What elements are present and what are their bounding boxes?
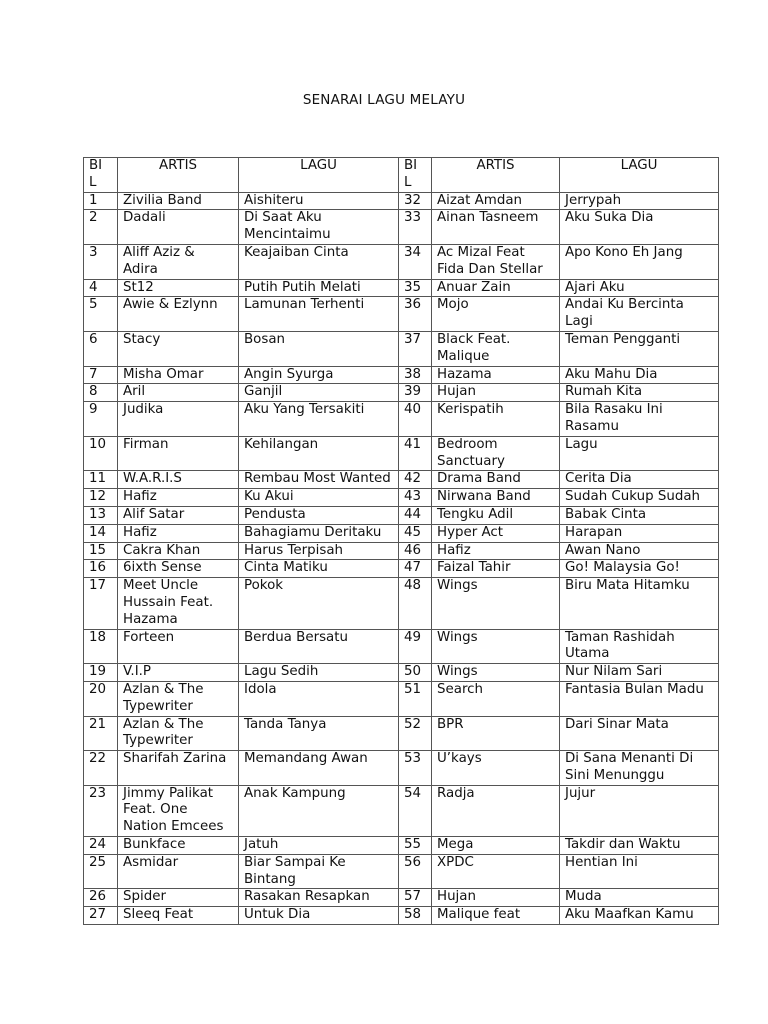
lagu-cell: Taman Rashidah Utama xyxy=(560,629,719,664)
artis-cell: Cakra Khan xyxy=(118,542,239,560)
lagu-cell: Di Sana Menanti Di Sini Menunggu xyxy=(560,751,719,786)
bil-cell: 47 xyxy=(399,560,432,578)
header-artis: ARTIS xyxy=(118,158,239,193)
artis-cell: Ac Mizal Feat Fida Dan Stellar xyxy=(432,244,560,279)
bil-cell: 11 xyxy=(84,471,118,489)
lagu-cell: Apo Kono Eh Jang xyxy=(560,244,719,279)
header-artis: ARTIS xyxy=(432,158,560,193)
lagu-cell: Memandang Awan xyxy=(239,751,399,786)
lagu-cell: Aku Mahu Dia xyxy=(560,366,719,384)
lagu-cell: Jerrypah xyxy=(560,192,719,210)
table-row xyxy=(84,210,719,245)
bil-cell: 54 xyxy=(399,785,432,836)
bil-cell: 33 xyxy=(399,210,432,245)
artis-cell: Faizal Tahir xyxy=(432,560,560,578)
bil-cell: 58 xyxy=(399,907,432,925)
table-row xyxy=(84,279,719,297)
artis-cell: Hafiz xyxy=(432,542,560,560)
lagu-cell: Rumah Kita xyxy=(560,384,719,402)
artis-cell: Radja xyxy=(432,785,560,836)
artis-cell: Stacy xyxy=(118,331,239,366)
lagu-cell: Jatuh xyxy=(239,837,399,855)
lagu-cell: Anak Kampung xyxy=(239,785,399,836)
bil-cell: 45 xyxy=(399,524,432,542)
lagu-cell: Idola xyxy=(239,681,399,716)
lagu-cell: Teman Pengganti xyxy=(560,331,719,366)
lagu-cell: Angin Syurga xyxy=(239,366,399,384)
bil-cell: 15 xyxy=(84,542,118,560)
bil-cell: 5 xyxy=(84,297,118,332)
table-row xyxy=(84,542,719,560)
lagu-cell: Pokok xyxy=(239,578,399,629)
artis-cell: St12 xyxy=(118,279,239,297)
bil-cell: 35 xyxy=(399,279,432,297)
lagu-cell: Aishiteru xyxy=(239,192,399,210)
bil-cell: 42 xyxy=(399,471,432,489)
bil-cell: 23 xyxy=(84,785,118,836)
artis-cell: Awie & Ezlynn xyxy=(118,297,239,332)
document-title: SENARAI LAGU MELAYU xyxy=(302,92,466,108)
bil-cell: 53 xyxy=(399,751,432,786)
artis-cell: Wings xyxy=(432,629,560,664)
lagu-cell: Biar Sampai Ke Bintang xyxy=(239,854,399,889)
bil-cell: 25 xyxy=(84,854,118,889)
table-header-row xyxy=(84,158,719,193)
artis-cell: Drama Band xyxy=(432,471,560,489)
lagu-cell: Keajaiban Cinta xyxy=(239,244,399,279)
bil-cell: 8 xyxy=(84,384,118,402)
lagu-cell: Lagu Sedih xyxy=(239,664,399,682)
lagu-cell: Takdir dan Waktu xyxy=(560,837,719,855)
artis-cell: Aliff Aziz & Adira xyxy=(118,244,239,279)
lagu-cell: Lagu xyxy=(560,436,719,471)
table-row xyxy=(84,560,719,578)
artis-cell: Sleeq Feat xyxy=(118,907,239,925)
header-bil: BI L xyxy=(399,158,432,193)
table-row xyxy=(84,785,719,836)
bil-cell: 9 xyxy=(84,402,118,437)
bil-cell: 40 xyxy=(399,402,432,437)
table-row xyxy=(84,297,719,332)
artis-cell: Ainan Tasneem xyxy=(432,210,560,245)
lagu-cell: Pendusta xyxy=(239,506,399,524)
artis-cell: Anuar Zain xyxy=(432,279,560,297)
header-lagu: LAGU xyxy=(239,158,399,193)
bil-cell: 18 xyxy=(84,629,118,664)
bil-cell: 36 xyxy=(399,297,432,332)
song-list-table xyxy=(83,157,719,925)
bil-cell: 20 xyxy=(84,681,118,716)
lagu-cell: Dari Sinar Mata xyxy=(560,716,719,751)
artis-cell: U’kays xyxy=(432,751,560,786)
bil-cell: 26 xyxy=(84,889,118,907)
artis-cell: Bunkface xyxy=(118,837,239,855)
artis-cell: Forteen xyxy=(118,629,239,664)
lagu-cell: Rasakan Resapkan xyxy=(239,889,399,907)
lagu-cell: Sudah Cukup Sudah xyxy=(560,489,719,507)
artis-cell: Kerispatih xyxy=(432,402,560,437)
artis-cell: V.I.P xyxy=(118,664,239,682)
table-row xyxy=(84,664,719,682)
bil-cell: 17 xyxy=(84,578,118,629)
lagu-cell: Nur Nilam Sari xyxy=(560,664,719,682)
artis-cell: Aril xyxy=(118,384,239,402)
bil-cell: 49 xyxy=(399,629,432,664)
lagu-cell: Putih Putih Melati xyxy=(239,279,399,297)
lagu-cell: Ajari Aku xyxy=(560,279,719,297)
artis-cell: Wings xyxy=(432,578,560,629)
artis-cell: XPDC xyxy=(432,854,560,889)
artis-cell: Tengku Adil xyxy=(432,506,560,524)
lagu-cell: Bosan xyxy=(239,331,399,366)
artis-cell: Jimmy Palikat Feat. One Nation Emcees xyxy=(118,785,239,836)
artis-cell: Mega xyxy=(432,837,560,855)
lagu-cell: Lamunan Terhenti xyxy=(239,297,399,332)
lagu-cell: Biru Mata Hitamku xyxy=(560,578,719,629)
table-row xyxy=(84,889,719,907)
bil-cell: 52 xyxy=(399,716,432,751)
artis-cell: Hafiz xyxy=(118,524,239,542)
bil-cell: 55 xyxy=(399,837,432,855)
artis-cell: Aizat Amdan xyxy=(432,192,560,210)
lagu-cell: Kehilangan xyxy=(239,436,399,471)
bil-cell: 21 xyxy=(84,716,118,751)
lagu-cell: Ganjil xyxy=(239,384,399,402)
table-row xyxy=(84,366,719,384)
table-row xyxy=(84,471,719,489)
artis-cell: Dadali xyxy=(118,210,239,245)
bil-cell: 6 xyxy=(84,331,118,366)
artis-cell: Asmidar xyxy=(118,854,239,889)
table-row xyxy=(84,854,719,889)
table-row xyxy=(84,402,719,437)
artis-cell: Hyper Act xyxy=(432,524,560,542)
lagu-cell: Tanda Tanya xyxy=(239,716,399,751)
table-row xyxy=(84,192,719,210)
bil-cell: 4 xyxy=(84,279,118,297)
bil-cell: 13 xyxy=(84,506,118,524)
lagu-cell: Berdua Bersatu xyxy=(239,629,399,664)
table-row xyxy=(84,524,719,542)
bil-cell: 32 xyxy=(399,192,432,210)
lagu-cell: Awan Nano xyxy=(560,542,719,560)
lagu-cell: Harapan xyxy=(560,524,719,542)
table-row xyxy=(84,837,719,855)
artis-cell: Sharifah Zarina xyxy=(118,751,239,786)
artis-cell: Alif Satar xyxy=(118,506,239,524)
artis-cell: Nirwana Band xyxy=(432,489,560,507)
artis-cell: Firman xyxy=(118,436,239,471)
bil-cell: 39 xyxy=(399,384,432,402)
table-row xyxy=(84,716,719,751)
lagu-cell: Bahagiamu Deritaku xyxy=(239,524,399,542)
lagu-cell: Jujur xyxy=(560,785,719,836)
bil-cell: 38 xyxy=(399,366,432,384)
artis-cell: Judika xyxy=(118,402,239,437)
lagu-cell: Untuk Dia xyxy=(239,907,399,925)
table-row xyxy=(84,436,719,471)
bil-cell: 27 xyxy=(84,907,118,925)
table-body xyxy=(84,192,719,924)
artis-cell: Bedroom Sanctuary xyxy=(432,436,560,471)
table-row xyxy=(84,578,719,629)
table-row xyxy=(84,751,719,786)
artis-cell: 6ixth Sense xyxy=(118,560,239,578)
header-bil: BI L xyxy=(84,158,118,193)
bil-cell: 16 xyxy=(84,560,118,578)
artis-cell: Azlan & The Typewriter xyxy=(118,681,239,716)
table-row xyxy=(84,629,719,664)
bil-cell: 19 xyxy=(84,664,118,682)
lagu-cell: Hentian Ini xyxy=(560,854,719,889)
bil-cell: 1 xyxy=(84,192,118,210)
bil-cell: 10 xyxy=(84,436,118,471)
bil-cell: 22 xyxy=(84,751,118,786)
bil-cell: 3 xyxy=(84,244,118,279)
bil-cell: 43 xyxy=(399,489,432,507)
table-row xyxy=(84,331,719,366)
table-row xyxy=(84,681,719,716)
artis-cell: Hujan xyxy=(432,384,560,402)
artis-cell: Meet Uncle Hussain Feat. Hazama xyxy=(118,578,239,629)
lagu-cell: Harus Terpisah xyxy=(239,542,399,560)
artis-cell: Search xyxy=(432,681,560,716)
lagu-cell: Aku Maafkan Kamu xyxy=(560,907,719,925)
artis-cell: W.A.R.I.S xyxy=(118,471,239,489)
artis-cell: Azlan & The Typewriter xyxy=(118,716,239,751)
bil-cell: 51 xyxy=(399,681,432,716)
artis-cell: Black Feat. Malique xyxy=(432,331,560,366)
artis-cell: Zivilia Band xyxy=(118,192,239,210)
table-row xyxy=(84,384,719,402)
bil-cell: 57 xyxy=(399,889,432,907)
lagu-cell: Go! Malaysia Go! xyxy=(560,560,719,578)
artis-cell: Hazama xyxy=(432,366,560,384)
header-lagu: LAGU xyxy=(560,158,719,193)
table-row xyxy=(84,244,719,279)
table-row xyxy=(84,907,719,925)
bil-cell: 24 xyxy=(84,837,118,855)
lagu-cell: Muda xyxy=(560,889,719,907)
artis-cell: Hujan xyxy=(432,889,560,907)
bil-cell: 44 xyxy=(399,506,432,524)
artis-cell: BPR xyxy=(432,716,560,751)
lagu-cell: Andai Ku Bercinta Lagi xyxy=(560,297,719,332)
table-row xyxy=(84,506,719,524)
artis-cell: Hafiz xyxy=(118,489,239,507)
bil-cell: 46 xyxy=(399,542,432,560)
bil-cell: 41 xyxy=(399,436,432,471)
lagu-cell: Rembau Most Wanted xyxy=(239,471,399,489)
artis-cell: Spider xyxy=(118,889,239,907)
bil-cell: 2 xyxy=(84,210,118,245)
bil-cell: 7 xyxy=(84,366,118,384)
bil-cell: 37 xyxy=(399,331,432,366)
artis-cell: Misha Omar xyxy=(118,366,239,384)
lagu-cell: Bila Rasaku Ini Rasamu xyxy=(560,402,719,437)
lagu-cell: Fantasia Bulan Madu xyxy=(560,681,719,716)
lagu-cell: Di Saat Aku Mencintaimu xyxy=(239,210,399,245)
artis-cell: Mojo xyxy=(432,297,560,332)
lagu-cell: Ku Akui xyxy=(239,489,399,507)
lagu-cell: Aku Yang Tersakiti xyxy=(239,402,399,437)
artis-cell: Malique feat xyxy=(432,907,560,925)
lagu-cell: Aku Suka Dia xyxy=(560,210,719,245)
bil-cell: 48 xyxy=(399,578,432,629)
artis-cell: Wings xyxy=(432,664,560,682)
table-row xyxy=(84,489,719,507)
bil-cell: 56 xyxy=(399,854,432,889)
lagu-cell: Babak Cinta xyxy=(560,506,719,524)
bil-cell: 12 xyxy=(84,489,118,507)
bil-cell: 50 xyxy=(399,664,432,682)
lagu-cell: Cerita Dia xyxy=(560,471,719,489)
bil-cell: 34 xyxy=(399,244,432,279)
lagu-cell: Cinta Matiku xyxy=(239,560,399,578)
bil-cell: 14 xyxy=(84,524,118,542)
